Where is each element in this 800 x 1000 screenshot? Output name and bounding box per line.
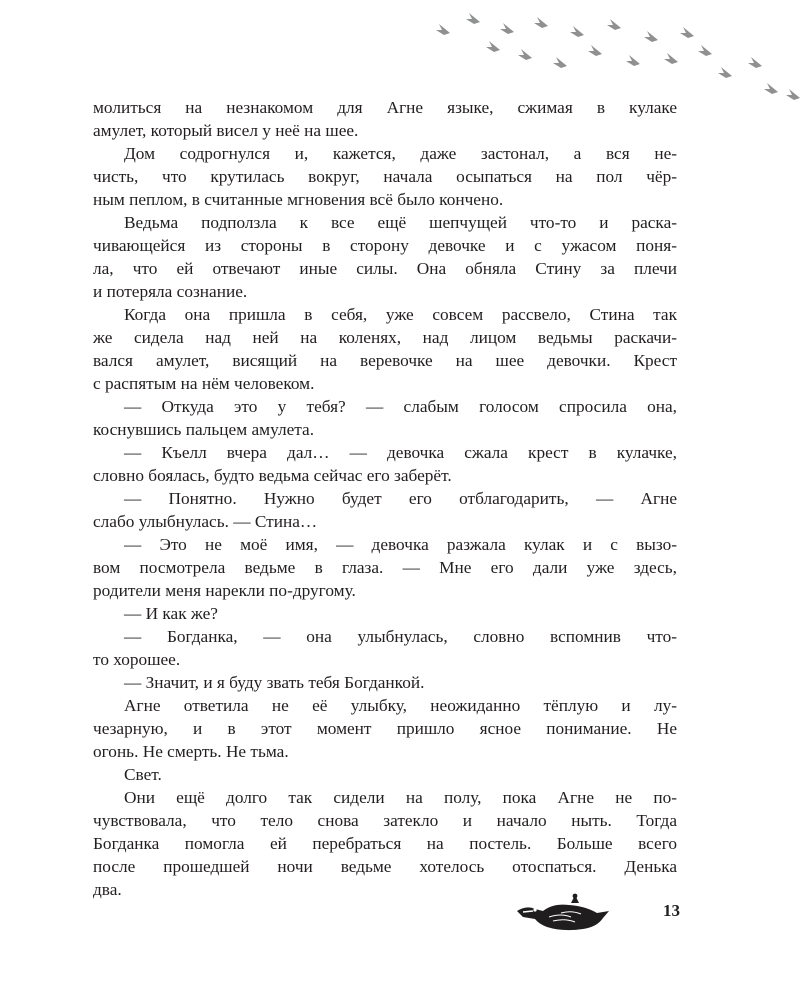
paragraph [93,602,677,625]
paragraph [93,441,677,487]
text-line: после прошедшей ночи ведьме хотелось отоспаться. Денька [93,857,677,876]
text-line: два. [93,880,122,899]
text-line: — Къелл вчера дал… — девочка сжала крест в кулачке, [124,443,677,462]
text-line: Они ещё долго так сидели на полу, пока Агне не по- [124,788,677,807]
text-line: Агне ответила не её улыбку, неожиданно тёплую и лу- [124,696,677,715]
text-line: родители меня нарекли по-другому. [93,581,356,600]
paragraph [93,625,677,671]
text-line: слабо улыбнулась. — Стина… [93,512,318,531]
paragraph [93,487,677,533]
paragraph [93,96,677,142]
text-line: и потеряла сознание. [93,282,248,301]
text-line: с распятым на нём человеком. [93,374,315,393]
paragraph [93,303,677,395]
text-line: вался амулет, висящий на веревочке на шее девочки. Крест [93,351,677,370]
text-line: молиться на незнакомом для Агне языке, сжимая в кулаке [93,98,677,117]
flying-birds-icon [420,8,800,108]
paragraph [93,763,677,786]
text-line: чувствовала, что тело снова затекло и начало ныть. Тогда [93,811,677,830]
text-line: — И как же? [124,604,218,623]
paragraph [93,395,677,441]
text-line: ла, что ей отвечают иные силы. Она обняла Стину за плечи [93,259,677,278]
text-line: то хорошее. [93,650,181,669]
text-line: — Понятно. Нужно будет его отблагодарить, — Агне [124,489,677,508]
text-line: — Откуда это у тебя? — слабым голосом спросила она, [124,397,677,416]
text-line: Богданка помогла ей перебраться на постель. Больше всего [93,834,677,853]
text-line: Ведьма подползла к все ещё шепчущей что-то и раска- [124,213,677,232]
text-line: огонь. Не смерть. Не тьма. [93,742,289,761]
paragraph [93,671,677,694]
text-line: словно боялась, будто ведьма сейчас его заберёт. [93,466,452,485]
text-line: Когда она пришла в себя, уже совсем рассвело, Стина так [124,305,677,324]
text-line: ным пеплом, в считанные мгновения всё было кончено. [93,190,504,209]
text-line: Дом содрогнулся и, кажется, даже застонал, а вся не- [124,144,677,163]
text-line: же сидела над ней на коленях, над лицом ведьмы раскачи- [93,328,677,347]
duck-illustration-icon [515,893,611,935]
page-number: 13 [663,901,680,920]
paragraph [93,533,677,602]
text-line: — Значит, и я буду звать тебя Богданкой. [124,673,425,692]
text-line: чивающейся из стороны в сторону девочке и с ужасом поня- [93,236,677,255]
text-line: вом посмотрела ведьме в глаза. — Мне его дали уже здесь, [93,558,677,577]
body-text [93,96,677,901]
text-line: амулет, который висел у неё на шее. [93,121,359,140]
paragraph [93,211,677,303]
paragraph [93,142,677,211]
text-line: — Это не моё имя, — девочка разжала кулак и с вызо- [124,535,677,554]
text-line: Свет. [124,765,162,784]
text-line: чисть, что крутилась вокруг, начала осыпаться на пол чёр- [93,167,677,186]
paragraph [93,786,677,901]
text-line: коснувшись пальцем амулета. [93,420,315,439]
paragraph [93,694,677,763]
text-line: — Богданка, — она улыбнулась, словно вспомнив что- [124,627,677,646]
text-line: чезарную, и в этот момент пришло ясное понимание. Не [93,719,677,738]
